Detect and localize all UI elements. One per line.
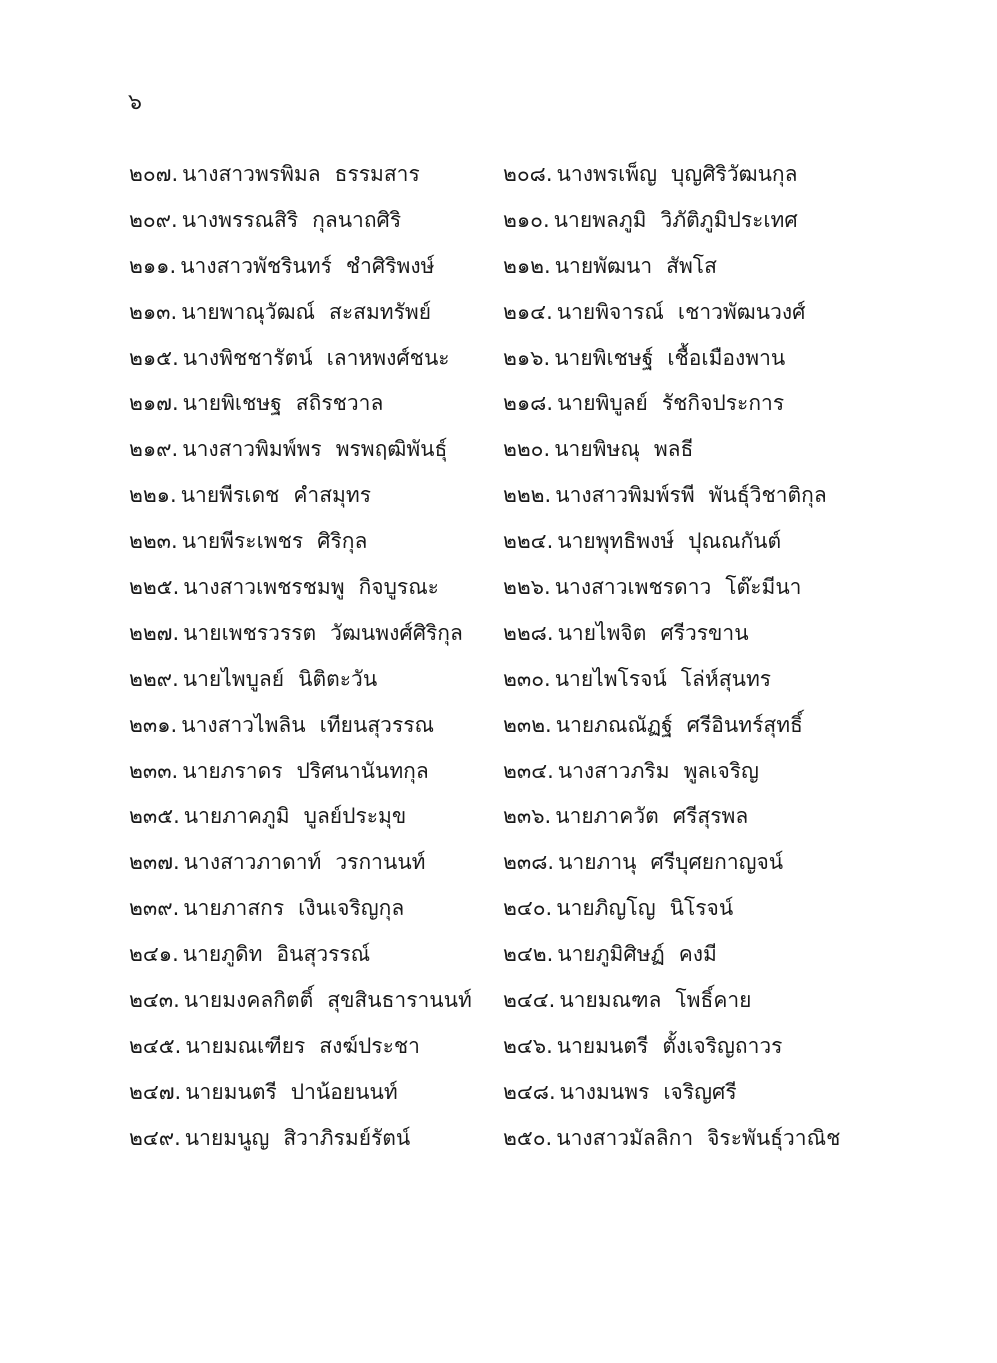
list-item [129, 1120, 503, 1166]
entry-first-name: นางสาวเพชรดาว [554, 575, 712, 600]
list-item [503, 1028, 909, 1074]
list-item [129, 431, 503, 477]
entry-last-name: เชาวพัฒนวงศ์ [677, 299, 806, 324]
entry-number: ๒๒๒. [503, 483, 552, 508]
entry-number: ๒๒๑. [129, 483, 177, 508]
entry-first-name: นางสาวพิมพ์พร [182, 437, 322, 462]
entry-number: ๒๒๙. [129, 666, 179, 691]
entry-number: ๒๒๔. [503, 529, 554, 554]
list-item [503, 340, 909, 386]
list-item [503, 753, 909, 799]
list-item [129, 798, 503, 844]
entry-number: ๒๔๓. [129, 988, 180, 1013]
entry-first-name: นายภิญโญ [556, 896, 656, 921]
list-item [503, 661, 909, 707]
list-item [503, 294, 909, 340]
entry-last-name: โล่ห์สุนทร [680, 666, 772, 691]
entry-first-name: นายภาควัต [555, 804, 659, 829]
entry-first-name: นางสาวพรพิมล [182, 162, 321, 186]
entry-first-name: นางพิชชารัตน์ [182, 345, 313, 370]
entry-number: ๒๓๔. [503, 758, 554, 783]
entry-last-name: สะสมทรัพย์ [329, 299, 432, 324]
entry-last-name: สัพโส [666, 253, 717, 278]
list-item [129, 248, 503, 294]
entry-first-name: นายพิจารณ์ [556, 299, 664, 324]
entry-number: ๒๒๖. [503, 575, 551, 600]
list-item [503, 844, 909, 890]
entry-last-name: นิโรจน์ [669, 896, 734, 921]
list-item [503, 385, 909, 431]
entry-last-name: เงินเจริญกุล [298, 896, 405, 921]
entry-last-name: คงมี [678, 942, 717, 967]
entry-first-name: นายพุทธิพงษ์ [557, 529, 675, 554]
entry-last-name: ศรีวรขาน [660, 620, 749, 645]
entry-number: ๒๔๘. [503, 1079, 556, 1104]
entry-last-name: ศรีบุศยกาญจน์ [650, 850, 784, 875]
entry-last-name: นิติตะวัน [298, 666, 378, 691]
list-item [129, 982, 503, 1028]
entry-last-name: พูลเจริญ [683, 758, 759, 783]
entry-last-name: ธรรมสาร [334, 162, 420, 186]
list-item [129, 202, 503, 248]
entry-first-name: นายเพชรวรรต [183, 620, 317, 645]
list-item [503, 1074, 909, 1120]
entry-first-name: นางสาวพิมพ์รพี [555, 483, 695, 508]
entry-first-name: นายพีรเดช [180, 483, 280, 508]
entry-first-name: นายพิเชษฐ [182, 391, 282, 416]
entry-last-name: วิภัติภูมิประเทศ [660, 207, 798, 232]
entry-last-name: เลาหพงศ์ชนะ [326, 345, 450, 370]
entry-last-name: พลธี [653, 437, 694, 462]
entry-last-name: เทียนสุวรรณ [319, 712, 434, 737]
list-item [129, 844, 503, 890]
list-item [503, 431, 909, 477]
entry-number: ๒๐๙. [129, 207, 178, 232]
list-item [503, 1120, 909, 1166]
entry-last-name: สุขสินธารานนท์ [327, 988, 472, 1013]
entry-last-name: สงฆ์ประชา [319, 1033, 420, 1058]
entry-first-name: นายภูมิศิษฏ์ [557, 942, 665, 967]
entry-first-name: นางสาวพัชรินทร์ [180, 253, 332, 278]
list-item [129, 294, 503, 340]
entry-first-name: นายไพบูลย์ [182, 666, 285, 691]
entry-number: ๒๓๖. [503, 804, 552, 829]
entry-number: ๒๔๗. [129, 1079, 182, 1104]
entry-first-name: นายพิษณุ [554, 437, 640, 462]
entry-number: ๒๑๐. [503, 207, 550, 232]
entry-number: ๒๑๖. [503, 345, 551, 370]
entry-first-name: นายภูดิท [182, 942, 263, 967]
entry-last-name: พันธุ์วิชาติกุล [708, 483, 827, 508]
entry-first-name: นายพิบูลย์ [557, 391, 648, 416]
entry-first-name: นายพิเชษฐ์ [554, 345, 654, 370]
list-item [129, 661, 503, 707]
entry-first-name: นายไพโรจน์ [554, 666, 667, 691]
entry-first-name: นายภาสกร [183, 896, 285, 921]
entry-first-name: นายพัฒนา [554, 253, 653, 278]
entry-number: ๒๑๙. [129, 437, 179, 462]
entry-number: ๒๔๑. [129, 942, 179, 967]
entry-number: ๒๑๘. [503, 391, 554, 416]
list-item [129, 340, 503, 386]
entry-last-name: ศรีอินทร์สุทธิ์ [686, 712, 803, 737]
entry-last-name: ปุณณกันต์ [688, 529, 782, 554]
list-item [129, 707, 503, 753]
entry-number: ๒๑๓. [129, 299, 178, 324]
list-item [503, 156, 909, 202]
entry-last-name: ศิริกุล [317, 529, 368, 554]
entry-first-name: นายพลภูมิ [553, 207, 647, 232]
entry-number: ๒๒๕. [129, 575, 180, 600]
entry-last-name: ตั้งเจริญถาวร [662, 1033, 783, 1058]
entry-last-name: จิระพันธุ์วาณิช [707, 1125, 841, 1150]
entry-number: ๒๒๗. [129, 620, 180, 645]
entry-first-name: นายมณฑล [559, 988, 662, 1013]
entry-last-name: สิวาภิรมย์รัตน์ [283, 1125, 411, 1150]
entry-first-name: นายไพจิต [557, 620, 647, 645]
entry-first-name: นางสาวมัลลิกา [556, 1125, 694, 1150]
entry-first-name: นางสาวภาดาท์ [183, 850, 322, 875]
entry-number: ๒๓๗. [129, 850, 180, 875]
entry-number: ๒๔๔. [503, 988, 556, 1013]
entry-number: ๒๓๑. [129, 712, 178, 737]
list-item [503, 982, 909, 1028]
entry-number: ๒๓๓. [129, 758, 179, 783]
list-item [129, 385, 503, 431]
list-item [503, 707, 909, 753]
list-item [503, 569, 909, 615]
entry-first-name: นายภณณัฏฐ์ [555, 712, 673, 737]
entry-number: ๒๑๔. [503, 299, 553, 324]
entry-number: ๒๐๘. [503, 162, 553, 186]
list-item [129, 615, 503, 661]
list-item [129, 1074, 503, 1120]
entry-number: ๒๔๐. [503, 896, 553, 921]
entry-first-name: นายมงคลกิตติ์ [183, 988, 314, 1013]
entry-number: ๒๔๖. [503, 1033, 553, 1058]
entry-first-name: นายมนูญ [184, 1125, 270, 1150]
entry-last-name: โพธิ์คาย [675, 988, 752, 1013]
entry-first-name: นางสาวเพชรชมพู [183, 575, 345, 600]
list-item [503, 936, 909, 982]
entry-last-name: ปาน้อยนนท์ [290, 1079, 398, 1104]
entry-first-name: นายพีระเพชร [181, 529, 304, 554]
entry-first-name: นายมณเฑียร [185, 1033, 306, 1058]
entry-last-name: กุลนาถศิริ [312, 207, 402, 232]
list-item [503, 523, 909, 569]
entry-last-name: ชำศิริพงษ์ [345, 253, 435, 278]
entry-last-name: เจริญศรี [663, 1079, 737, 1104]
entry-number: ๒๔๕. [129, 1033, 182, 1058]
entry-number: ๒๒๐. [503, 437, 551, 462]
entry-number: ๒๓๐. [503, 666, 551, 691]
entry-first-name: นายภราดร [182, 758, 283, 783]
list-item [129, 890, 503, 936]
entry-last-name: เชื้อเมืองพาน [667, 345, 786, 370]
entry-last-name: ศรีสุรพล [672, 804, 749, 829]
list-item [503, 890, 909, 936]
list-item [503, 202, 909, 248]
entry-number: ๒๒๓. [129, 529, 178, 554]
entry-last-name: พรพฤฒิพันธุ์ [335, 437, 448, 462]
entry-first-name: นางสาวภริม [557, 758, 670, 783]
list-item [129, 477, 503, 523]
entry-last-name: บูลย์ประมุข [303, 804, 407, 829]
list-item [503, 798, 909, 844]
entry-last-name: บุญศิริวัฒนกุล [670, 162, 798, 186]
entry-last-name: กิจบูรณะ [358, 575, 439, 600]
entry-number: ๒๓๒. [503, 712, 552, 737]
entry-number: ๒๔๙. [129, 1125, 181, 1150]
entry-number: ๒๓๘. [503, 850, 555, 875]
entry-first-name: นายมนตรี [556, 1033, 649, 1058]
entry-number: ๒๒๘. [503, 620, 554, 645]
entry-first-name: นางสาวไพลิน [181, 712, 306, 737]
entry-last-name: วรกานนท์ [335, 850, 426, 875]
entry-number: ๒๐๗. [129, 162, 179, 186]
entry-last-name: สถิรชวาล [295, 391, 384, 416]
entry-number: ๒๕๐. [503, 1125, 553, 1150]
entry-first-name: นายพาณุวัฒณ์ [181, 299, 316, 324]
page-number: ๖ [128, 90, 142, 115]
entry-number: ๒๓๕. [129, 804, 180, 829]
list-item [503, 248, 909, 294]
entry-first-name: นายภาคภูมิ [183, 804, 290, 829]
list-item [129, 936, 503, 982]
entry-first-name: นายมนตรี [185, 1079, 277, 1104]
list-item [129, 569, 503, 615]
name-list [129, 156, 909, 1166]
list-item [129, 1028, 503, 1074]
entry-number: ๒๑๗. [129, 391, 179, 416]
list-item [503, 477, 909, 523]
list-item [129, 523, 503, 569]
entry-last-name: วัฒนพงศ์ศิริกุล [330, 620, 463, 645]
entry-number: ๒๑๑. [129, 253, 177, 278]
entry-first-name: นางมนพร [559, 1079, 650, 1104]
entry-first-name: นายภานุ [558, 850, 637, 875]
entry-number: ๒๓๙. [129, 896, 180, 921]
entry-first-name: นางพรรณสิริ [181, 207, 299, 232]
list-item [503, 615, 909, 661]
entry-number: ๒๔๒. [503, 942, 554, 967]
entry-number: ๒๑๕. [129, 345, 179, 370]
list-item [129, 156, 503, 202]
entry-last-name: รัชกิจประการ [661, 391, 785, 416]
entry-first-name: นางพรเพ็ญ [556, 162, 657, 186]
entry-last-name: อินสุวรรณ์ [276, 942, 371, 967]
entry-number: ๒๑๒. [503, 253, 551, 278]
entry-last-name: โต๊ะมีนา [725, 575, 802, 600]
entry-last-name: ปริศนานันทกุล [296, 758, 429, 783]
list-item [129, 753, 503, 799]
entry-last-name: คำสมุทร [293, 483, 371, 508]
